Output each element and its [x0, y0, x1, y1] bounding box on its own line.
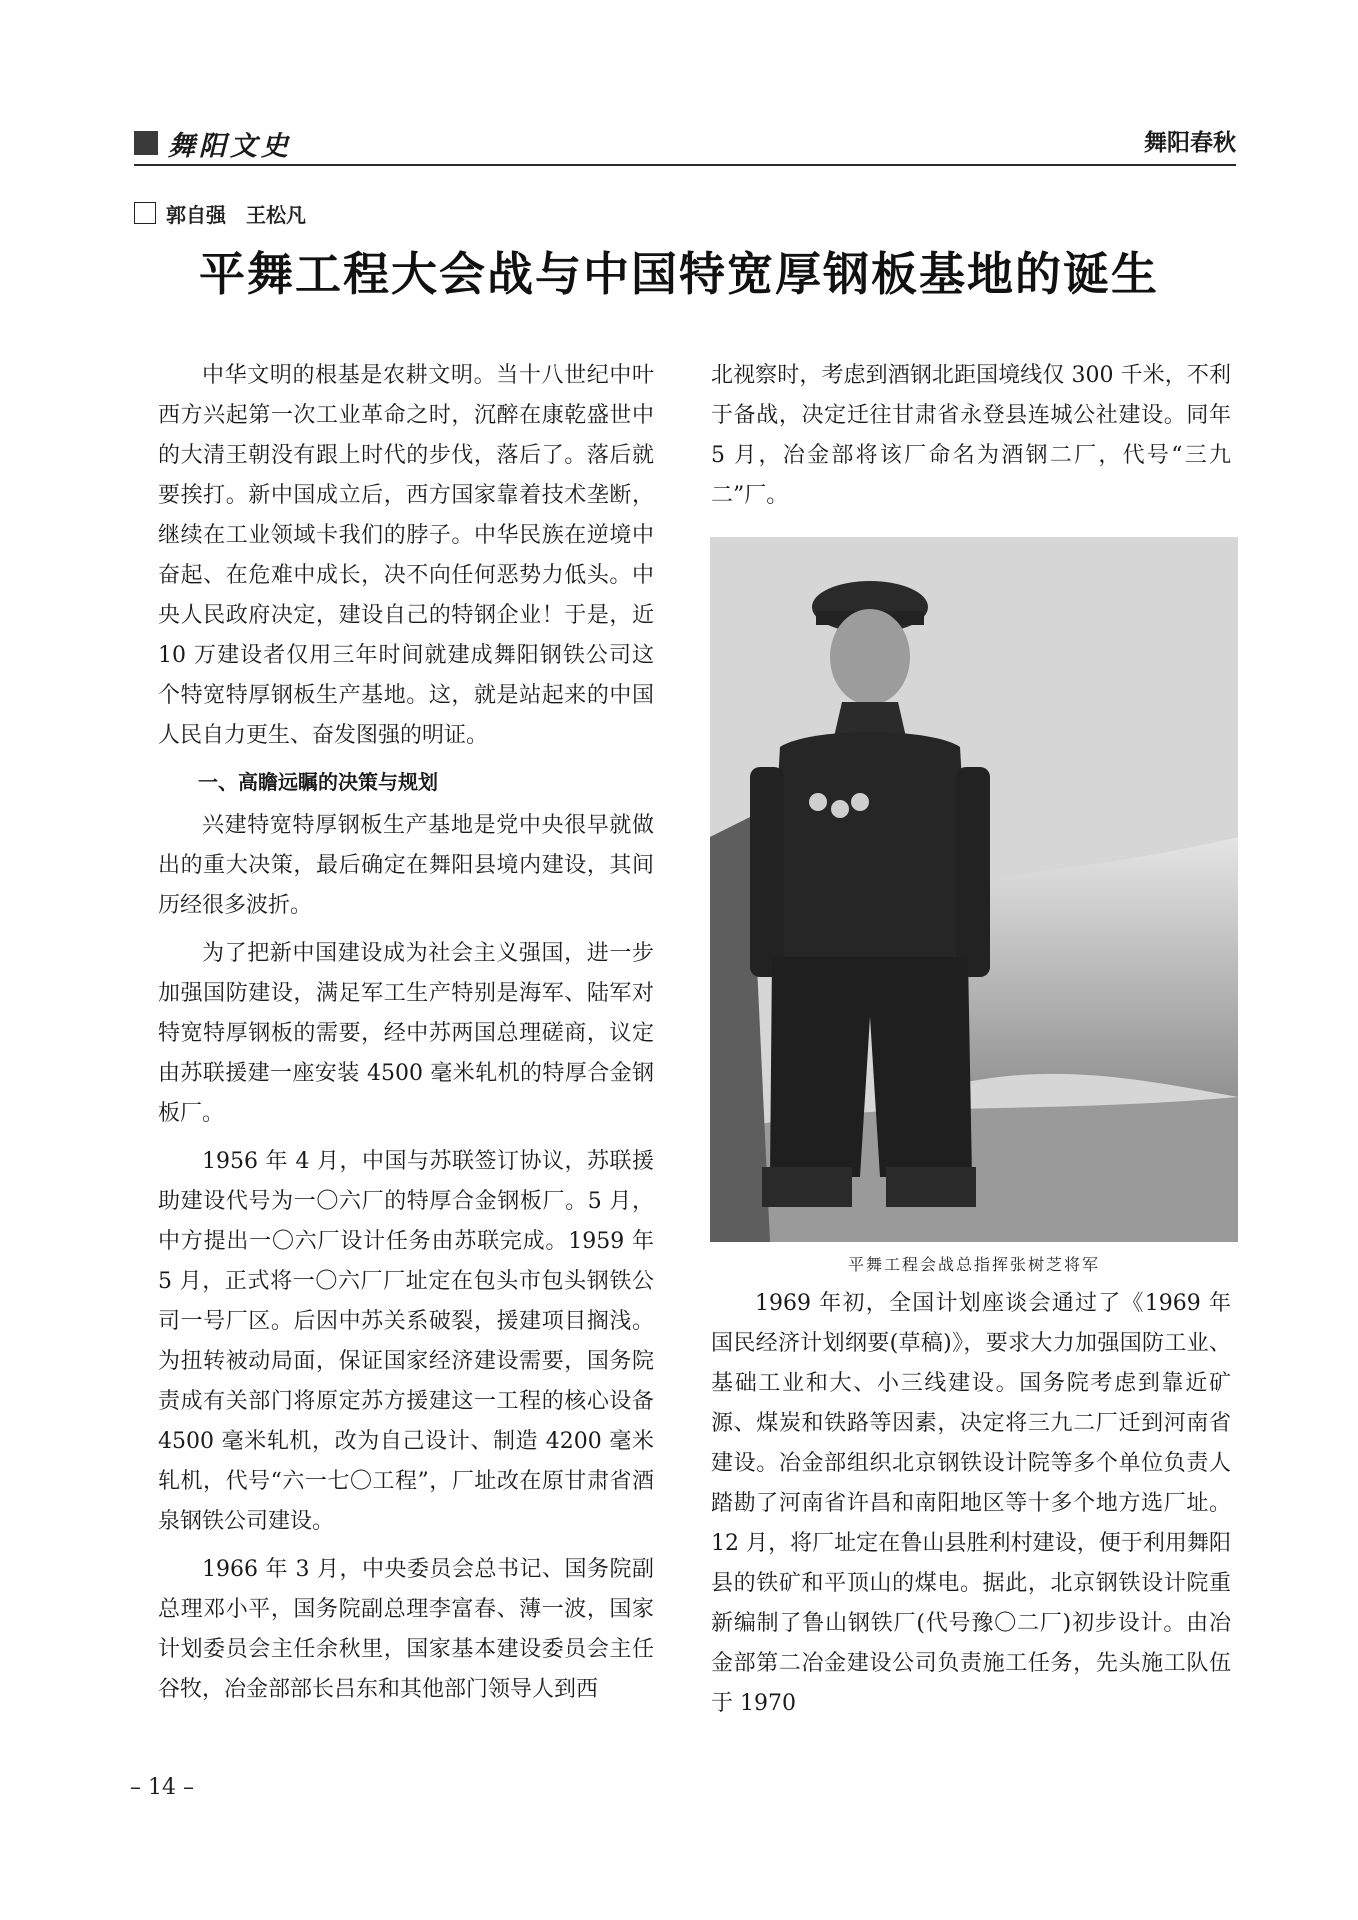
body-paragraph: 中华文明的根基是农耕文明。当十八世纪中叶西方兴起第一次工业革命之时，沉醉在康乾盛世中的大清王朝没有跟上时代的步伐，落后了。落后就要挨打。新中国成立后，西方国家靠着技术垄断，继续在工业领域卡我们的脖子。中华民族在逆境中奋起、在危难中成长，决不向任何恶势力低头。中央人民政府决定，建设自己的特钢企业！于是，近 10 万建设者仅用三年时间就建成舞阳钢铁公司这个特宽特厚钢板生产基地。这，就是站起来的中国人民自力更生、奋发图强的明证。: [158, 363, 654, 748]
author-line: [134, 199, 306, 227]
left-column: [158, 356, 654, 1718]
header-rule: [134, 164, 1236, 166]
header-square-icon: [134, 131, 158, 155]
article-title: 平舞工程大会战与中国特宽厚钢板基地的诞生: [199, 247, 1159, 301]
authors: 郭自强 王松凡: [166, 202, 306, 227]
body-paragraph: 1966 年 3 月，中央委员会总书记、国务院副总理邓小平，国务院副总理李富春、薄一波，国家计划委员会主任余秋里，国家基本建设委员会主任谷牧，冶金部部长吕东和其他部门领导人到西: [158, 1557, 654, 1702]
body-paragraph: 1956 年 4 月，中国与苏联签订协议，苏联援助建设代号为一〇六厂的特厚合金钢板厂。5 月，中方提出一〇六厂设计任务由苏联完成。1959 年 5 月，正式将一〇六厂厂址定在包头市包头钢铁公司一号厂区。后因中苏关系破裂，援建项目搁浅。为扭转被动局面，保证国家经济建设需要，国务院责成有关部门将原定苏方援建这一工程的核心设备 4500 毫米轧机，改为自己设计、制造 4200 毫米轧机，代号“六一七〇工程”，厂址改在原甘肃省酒泉钢铁公司建设。: [158, 1149, 654, 1534]
photo-caption: 平舞工程会战总指挥张树芝将军: [847, 1255, 1100, 1274]
right-bottom-paragraph: 1969 年初，全国计划座谈会通过了《1969 年国民经济计划纲要(草稿)》，要求大力加强国防工业、基础工业和大、小三线建设。国务院考虑到靠近矿源、煤炭和铁路等因素，决定将三九二厂迁到河南省建设。冶金部组织北京钢铁设计院等多个单位负责人踏勘了河南省许昌和南阳地区等十多个地方选厂址。12 月，将厂址定在鲁山县胜利村建设，便于利用舞阳县的铁矿和平顶山的煤电。据此，北京钢铁设计院重新编制了鲁山钢铁厂(代号豫〇二厂)初步设计。由冶金部第二冶金建设公司负责施工任务，先头施工队伍于 1970: [711, 1291, 1231, 1716]
right-column-bottom: [711, 1284, 1231, 1732]
magazine-header: [134, 126, 292, 160]
body-paragraph: 兴建特宽特厚钢板生产基地是党中央很早就做出的重大决策，最后确定在舞阳县境内建设，其间历经很多波折。: [158, 813, 654, 918]
right-column-top: [711, 356, 1231, 524]
portrait-illustration: [710, 537, 1238, 1242]
page-number: – 14 –: [130, 1775, 194, 1800]
section-label: 舞阳春秋: [1144, 130, 1236, 156]
magazine-title: 舞阳文史: [168, 130, 292, 162]
author-box-icon: [134, 202, 156, 224]
general-portrait-photo: [710, 537, 1238, 1242]
section-heading: 一、高瞻远瞩的决策与规划: [198, 770, 438, 794]
right-top-paragraph: 北视察时，考虑到酒钢北距国境线仅 300 千米，不利于备战，决定迁往甘肃省永登县连城公社建设。同年 5 月，冶金部将该厂命名为酒钢二厂，代号“三九二”厂。: [711, 363, 1231, 508]
body-paragraph: 为了把新中国建设成为社会主义强国，进一步加强国防建设，满足军工生产特别是海军、陆军对特宽特厚钢板的需要，经中苏两国总理磋商，议定由苏联援建一座安装 4500 毫米轧机的特厚合金钢板厂。: [158, 941, 654, 1126]
